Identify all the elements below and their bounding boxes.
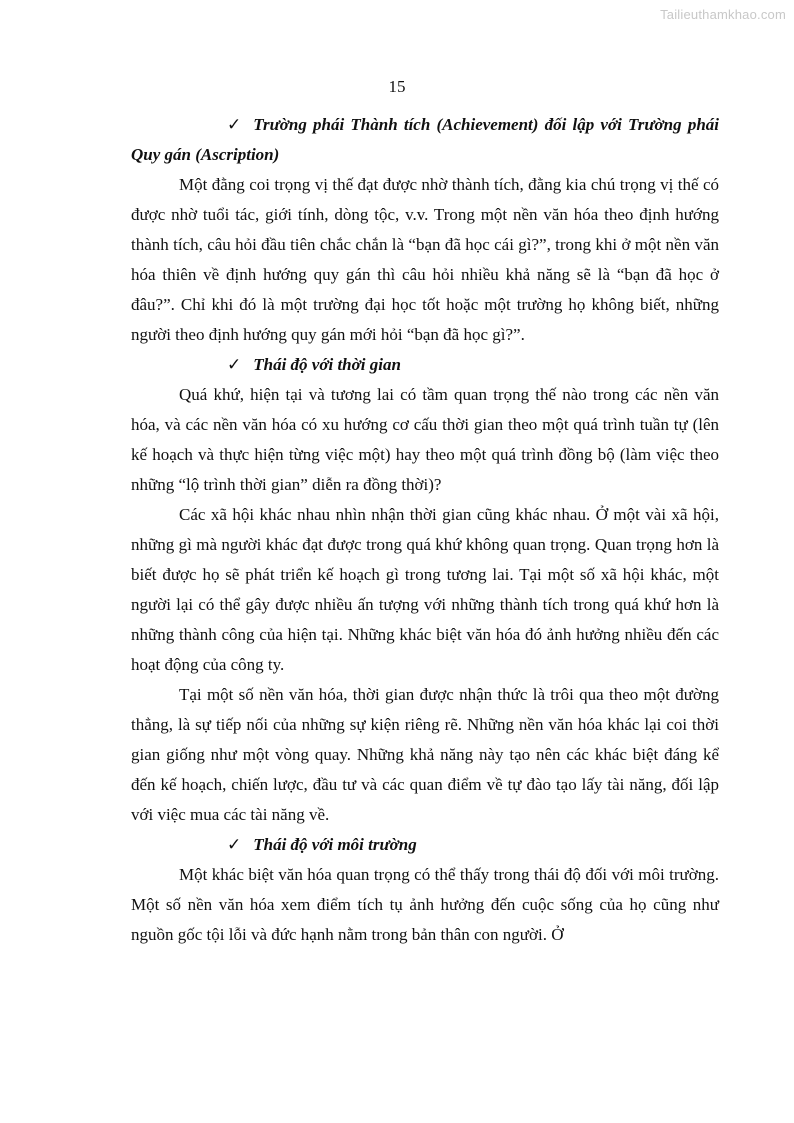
section-heading-text: Thái độ với môi trường <box>253 835 417 854</box>
page-content <box>131 110 719 950</box>
check-mark-icon: ✓ <box>227 355 242 374</box>
section-heading-text: Trường phái Thành tích (Achievement) đối lập với Trường phái Quy gán (Ascription) <box>131 115 719 164</box>
paragraph: Một khác biệt văn hóa quan trọng có thể thấy trong thái độ đối với môi trường. Một số nền văn hóa xem điểm tích tụ ảnh hưởng đến cuộc sống của họ cũng như nguồn gốc tội lỗi và đức hạnh nằm trong bản thân con người. Ở <box>131 865 719 944</box>
section-heading-environment <box>131 830 719 860</box>
check-mark-icon: ✓ <box>227 115 242 134</box>
paragraph: Tại một số nền văn hóa, thời gian được nhận thức là trôi qua theo một đường thẳng, là sự tiếp nối của những sự kiện riêng rẽ. Những nền văn hóa khác lại coi thời gian giống như một vòng quay. Những khả năng này tạo nên các khác biệt đáng kể đến kế hoạch, chiến lược, đầu tư và các quan điểm về tự đào tạo lấy tài năng, đối lập với việc mua các tài năng về. <box>131 685 719 824</box>
paragraph: Quá khứ, hiện tại và tương lai có tầm quan trọng thế nào trong các nền văn hóa, và các nền văn hóa có xu hướng cơ cấu thời gian theo một quá trình tuần tự (lên kế hoạch và thực hiện từng việc một) hay theo một quá trình đồng bộ (làm việc theo những “lộ trình thời gian” diễn ra đồng thời)? <box>131 385 719 494</box>
section-heading-text: Thái độ với thời gian <box>253 355 401 374</box>
page-number: 15 <box>388 77 406 96</box>
section-heading-time <box>131 350 719 380</box>
paragraph: Các xã hội khác nhau nhìn nhận thời gian cũng khác nhau. Ở một vài xã hội, những gì mà người khác đạt được trong quá khứ không quan trọng. Quan trọng hơn là biết được họ sẽ phát triển kế hoạch gì trong tương lai. Tại một số xã hội khác, một người lại có thể gây được nhiều ấn tượng với những thành tích trong quá khứ hơn là những thành công của hiện tại. Những khác biệt văn hóa đó ảnh hưởng nhiều đến các hoạt động của công ty. <box>131 505 719 674</box>
check-mark-icon: ✓ <box>227 835 242 854</box>
paragraph: Một đằng coi trọng vị thế đạt được nhờ thành tích, đằng kia chú trọng vị thế có được nhờ tuổi tác, giới tính, dòng tộc, v.v. Trong một nền văn hóa theo định hướng thành tích, câu hỏi đầu tiên chắc chắn là “bạn đã học cái gì?”, trong khi ở một nền văn hóa thiên về định hướng quy gán thì câu hỏi nhiều khả năng sẽ là “bạn đã học ở đâu?”. Chỉ khi đó là một trường đại học tốt hoặc một trường họ không biết, những người theo định hướng quy gán mới hỏi “bạn đã học gì?”. <box>131 175 719 344</box>
section-heading-achievement <box>131 110 719 170</box>
watermark: Tailieuthamkhao.com <box>660 7 786 22</box>
